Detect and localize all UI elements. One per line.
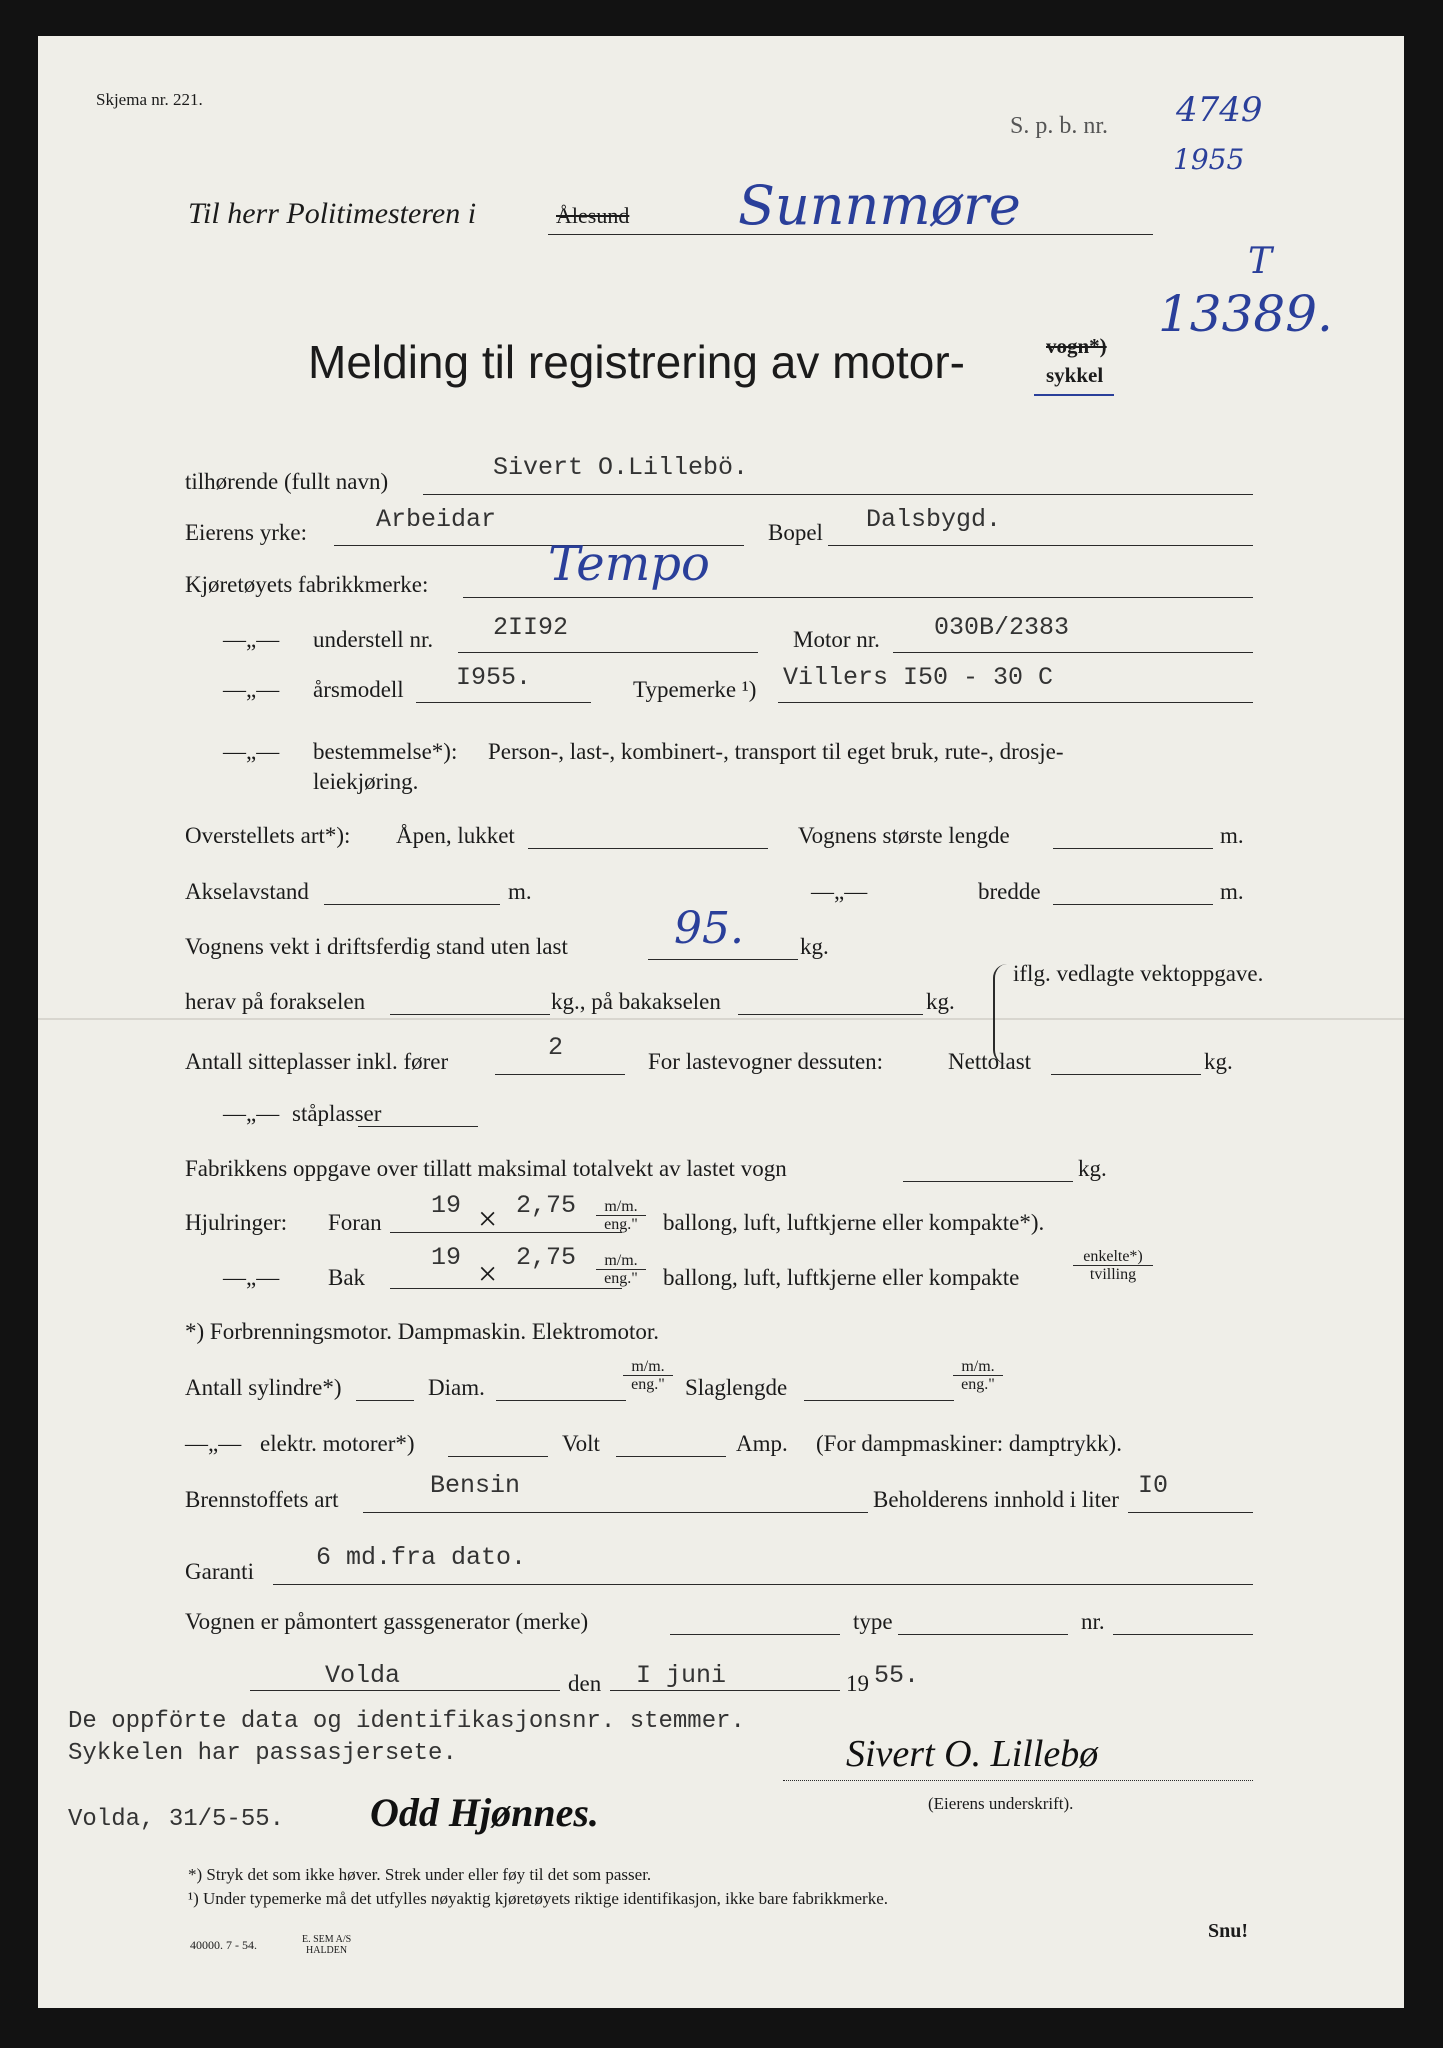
tyre-rear-options: enkelte*) tvilling bbox=[1073, 1248, 1153, 1283]
year-suffix: 55. bbox=[874, 1661, 920, 1690]
motor-number: 030B/2383 bbox=[934, 613, 1070, 642]
certification-place-date: Volda, 31/5-55. bbox=[68, 1806, 285, 1833]
tank-label: Beholderens innhold i liter bbox=[873, 1487, 1119, 1512]
sign-date: I juni bbox=[636, 1661, 727, 1690]
ref-number: 4749 bbox=[1176, 90, 1263, 130]
weight-unit: kg. bbox=[800, 934, 829, 959]
tyre-rear-types: ballong, luft, luftkjerne eller kompakte bbox=[663, 1265, 1020, 1290]
owner-signature: Sivert O. Lillebø bbox=[846, 1733, 1099, 1775]
tyre-rear-b: 2,75 bbox=[516, 1243, 577, 1272]
footnote-2: ¹) Under typemerke må det utfylles nøyaktig kjøretøyets riktige identifikasjon, ikke bare fabrikkmerke. bbox=[188, 1889, 888, 1908]
amp-label: Amp. bbox=[736, 1431, 788, 1456]
tyre-rear-unit: m/m. eng." bbox=[596, 1252, 646, 1287]
netload-label: Nettolast bbox=[948, 1049, 1032, 1074]
residence: Dalsbygd. bbox=[866, 505, 1002, 534]
ditto-mark: —„— bbox=[185, 1431, 242, 1456]
fuel-value: Bensin bbox=[430, 1471, 521, 1500]
steam-note: (For dampmaskiner: damptrykk). bbox=[816, 1431, 1122, 1456]
fuel-label: Brennstoffets art bbox=[185, 1487, 339, 1512]
length-label: Vognens største lengde bbox=[798, 823, 1010, 848]
weight-note: iflg. vedlagte vektoppgave. bbox=[1013, 961, 1264, 986]
tyre-front-b: 2,75 bbox=[516, 1191, 577, 1220]
tyre-front-types: ballong, luft, luftkjerne eller kompakte*). bbox=[663, 1210, 1045, 1235]
addressee-label: Til herr Politimesteren i bbox=[188, 197, 477, 230]
volt-label: Volt bbox=[562, 1431, 600, 1456]
tyre-rear-a: 19 bbox=[431, 1243, 462, 1272]
model-year-label: årsmodell bbox=[313, 677, 404, 702]
rear-axle-label: kg., på bakakselen bbox=[551, 989, 721, 1014]
standing-label: ståplasser bbox=[292, 1101, 382, 1126]
tyres-label: Hjulringer: bbox=[185, 1210, 288, 1235]
motor-label: Motor nr. bbox=[793, 627, 880, 652]
registration-number: 13389. bbox=[1158, 285, 1333, 343]
tyre-rear-times: × bbox=[478, 1256, 498, 1293]
fold-crease bbox=[38, 1018, 1404, 1020]
type-label: Typemerke ¹) bbox=[633, 677, 757, 702]
tyre-front-unit: m/m. eng." bbox=[596, 1198, 646, 1233]
weight-value: 95. bbox=[674, 903, 744, 954]
form-paper bbox=[38, 36, 1404, 2008]
turn-over-note: Snu! bbox=[1208, 1920, 1249, 1942]
front-axle-label: herav på forakselen bbox=[185, 989, 366, 1014]
occupation: Arbeidar bbox=[376, 505, 497, 534]
diameter-label: Diam. bbox=[428, 1375, 485, 1400]
warranty-value: 6 md.fra dato. bbox=[316, 1543, 527, 1572]
body-options: Åpen, lukket bbox=[396, 823, 515, 848]
weight-label: Vognens vekt i driftsferdig stand uten last bbox=[185, 934, 568, 959]
schema-number: Skjema nr. 221. bbox=[96, 90, 203, 109]
addressee-handwritten: Sunnmøre bbox=[738, 174, 1021, 237]
length-unit: m. bbox=[1220, 823, 1244, 848]
owner-name-label: tilhørende (fullt navn) bbox=[185, 469, 389, 494]
wheelbase-label: Akselavstand bbox=[185, 879, 309, 904]
ditto-mark: —„— bbox=[811, 879, 868, 904]
cylinders-label: Antall sylindre*) bbox=[185, 1375, 342, 1400]
title-option-vogn: vogn*) bbox=[1046, 334, 1107, 358]
type-value: Villers I50 - 30 C bbox=[783, 663, 1054, 692]
netload-unit: kg. bbox=[1204, 1049, 1233, 1074]
addressee-printed-struck: Ålesund bbox=[556, 203, 630, 228]
date-den: den bbox=[568, 1671, 602, 1696]
tyre-front-a: 19 bbox=[431, 1191, 462, 1220]
purpose-options: Person-, last-, kombinert-, transport til eget bruk, rute-, drosje- bbox=[488, 739, 1064, 764]
ditto-mark: —„— bbox=[223, 677, 280, 702]
model-year: I955. bbox=[456, 663, 532, 692]
make-label: Kjøretøyets fabrikkmerke: bbox=[185, 572, 429, 597]
year-prefix: 19 bbox=[846, 1671, 869, 1696]
tank-value: I0 bbox=[1138, 1471, 1169, 1500]
width-unit: m. bbox=[1220, 879, 1244, 904]
ditto-mark: —„— bbox=[223, 1265, 280, 1290]
gas-generator-label: Vognen er påmontert gassgenerator (merke) bbox=[185, 1609, 589, 1634]
printer-line2: HALDEN bbox=[306, 1945, 348, 1956]
max-weight-label: Fabrikkens oppgave over tillatt maksimal totalvekt av lastet vogn bbox=[185, 1156, 787, 1181]
warranty-label: Garanti bbox=[185, 1559, 254, 1584]
printer-line1: E. SEM A/S bbox=[302, 1934, 352, 1945]
truck-label: For lastevogner dessuten: bbox=[648, 1049, 884, 1074]
tyre-front-times: × bbox=[478, 1201, 498, 1238]
certification-line2: Sykkelen har passasjersete. bbox=[68, 1740, 457, 1767]
tyres-front-label: Foran bbox=[328, 1210, 382, 1235]
ditto-mark: —„— bbox=[223, 1101, 280, 1126]
form-title: Melding til registrering av motor- bbox=[308, 336, 966, 388]
diameter-unit: m/m. eng." bbox=[623, 1358, 673, 1393]
purpose-options-cont: leiekjøring. bbox=[313, 769, 419, 794]
footnote-1: *) Stryk det som ikke høver. Strek under eller føy til det som passer. bbox=[188, 1865, 652, 1884]
sign-place: Volda bbox=[325, 1661, 401, 1690]
ref-year: 1955 bbox=[1173, 143, 1245, 176]
owner-name: Sivert O.Lillebö. bbox=[493, 453, 749, 482]
residence-label: Bopel bbox=[768, 520, 823, 545]
ref-prefix: S. p. b. nr. bbox=[1010, 113, 1109, 139]
official-signature: Odd Hjønnes. bbox=[370, 1790, 599, 1835]
certification-line1: De oppförte data og identifikasjonsnr. stemmer. bbox=[68, 1708, 745, 1735]
rear-axle-unit: kg. bbox=[926, 989, 955, 1014]
occupation-label: Eierens yrke: bbox=[185, 520, 307, 545]
ditto-mark: —„— bbox=[223, 627, 280, 652]
body-label: Overstellets art*): bbox=[185, 823, 351, 848]
engine-types: *) Forbrenningsmotor. Dampmaskin. Elektromotor. bbox=[185, 1319, 660, 1344]
tyres-rear-label: Bak bbox=[328, 1265, 366, 1290]
ditto-mark: —„— bbox=[223, 739, 280, 764]
print-number: 40000. 7 - 54. bbox=[190, 1938, 257, 1952]
seats-label: Antall sitteplasser inkl. fører bbox=[185, 1049, 449, 1074]
gas-generator-nr-label: nr. bbox=[1081, 1609, 1105, 1634]
title-option-sykkel: sykkel bbox=[1046, 363, 1104, 387]
chassis-label: understell nr. bbox=[313, 627, 434, 652]
owner-signature-label: (Eierens underskrift). bbox=[928, 1794, 1074, 1813]
electric-motors-label: elektr. motorer*) bbox=[260, 1431, 415, 1456]
make-handwritten: Tempo bbox=[548, 536, 710, 592]
gas-generator-type-label: type bbox=[853, 1609, 893, 1634]
registration-letter: T bbox=[1248, 241, 1273, 282]
stroke-unit: m/m. eng." bbox=[953, 1358, 1003, 1393]
chassis-number: 2II92 bbox=[493, 613, 569, 642]
seats-value: 2 bbox=[548, 1033, 564, 1062]
purpose-label: bestemmelse*): bbox=[313, 739, 458, 764]
max-weight-unit: kg. bbox=[1078, 1156, 1107, 1181]
wheelbase-unit: m. bbox=[508, 879, 532, 904]
width-label: bredde bbox=[978, 879, 1041, 904]
stroke-label: Slaglengde bbox=[685, 1375, 788, 1400]
